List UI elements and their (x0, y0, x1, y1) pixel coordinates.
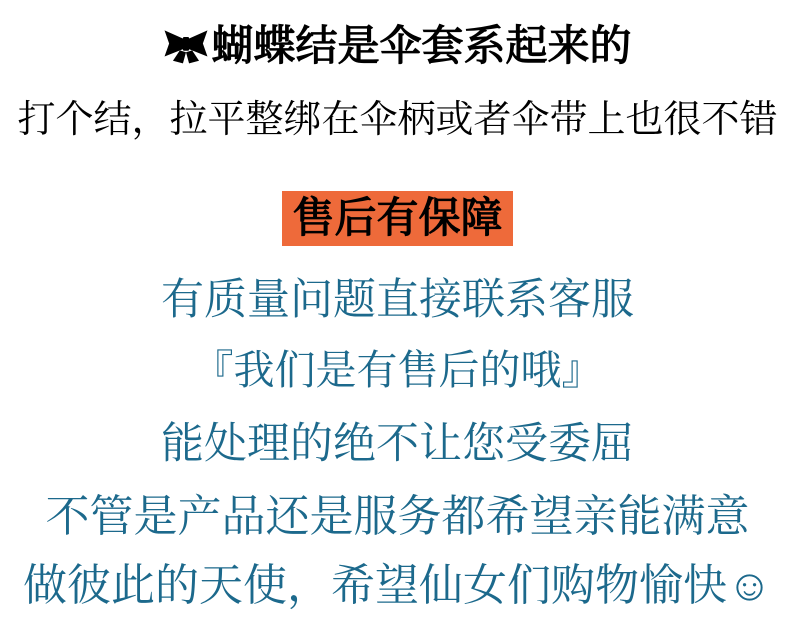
headline-text: 蝴蝶结是伞套系起来的 (211, 22, 632, 69)
headline-row (0, 22, 795, 70)
service-line-hope-satisfied: 不管是产品还是服务都希望亲能满意 (45, 492, 750, 541)
highlight-row (0, 191, 795, 246)
service-line-no-grievance: 能处理的绝不让您受委屈 (161, 420, 634, 468)
after-sales-badge: 售后有保障 (282, 191, 512, 246)
service-line-we-have-aftersales: 『我们是有售后的哦』 (192, 347, 603, 393)
bow-icon (163, 25, 209, 65)
service-line-happy-shopping: 做彼此的天使，希望仙女们购物愉快☺ (23, 561, 772, 610)
subheadline-text: 打个结，拉平整绑在伞柄或者伞带上也很不错 (17, 99, 778, 141)
service-line-contact-support: 有质量问题直接联系客服 (161, 276, 634, 324)
